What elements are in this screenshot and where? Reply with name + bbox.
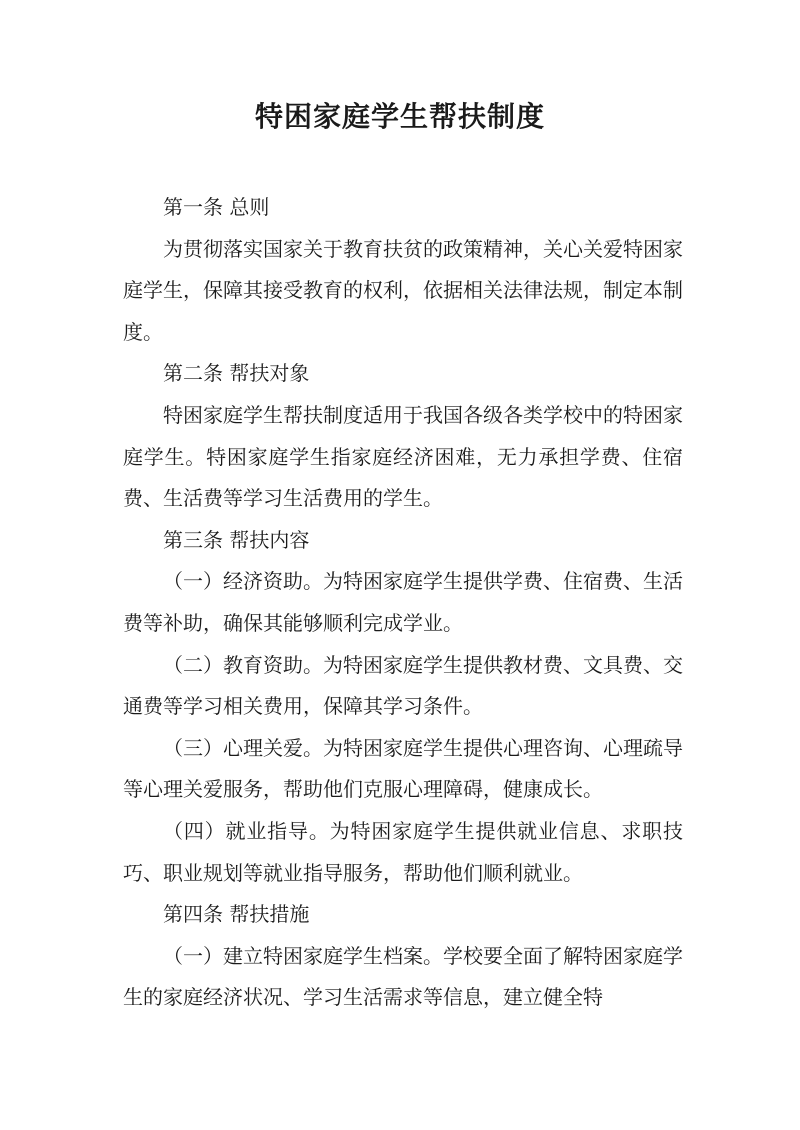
article-3-item-4: （四）就业指导。为特困家庭学生提供就业信息、求职技巧、职业规划等就业指导服务，帮助他们顺利就业。 (123, 818, 683, 885)
article-1-text: 为贯彻落实国家关于教育扶贫的政策精神，关心关爱特困家庭学生，保障其接受教育的权利，依据相关法律法规，制定本制度。 (123, 236, 683, 344)
article-4-item-1: （一）建立特困家庭学生档案。学校要全面了解特困家庭学生的家庭经济状况、学习生活需求等信息，建立健全特 (123, 943, 683, 1010)
article-2-heading: 第二条 帮扶对象 (163, 361, 310, 386)
document-body (123, 187, 683, 1019)
article-1-heading: 第一条 总则 (163, 195, 270, 219)
article-3-item-1: （一）经济资助。为特困家庭学生提供学费、住宿费、生活费等补助，确保其能够顺利完成学业。 (123, 569, 683, 635)
article-3-item-3: （三）心理关爱。为特困家庭学生提供心理咨询、心理疏导等心理关爱服务，帮助他们克服心理障碍，健康成长。 (123, 735, 683, 802)
article-4-heading: 第四条 帮扶措施 (163, 902, 310, 927)
article-3-item-2: （二）教育资助。为特困家庭学生提供教材费、文具费、交通费等学习相关费用，保障其学习条件。 (123, 652, 683, 719)
document-title: 特困家庭学生帮扶制度 (254, 100, 545, 133)
article-3-heading: 第三条 帮扶内容 (163, 527, 310, 552)
article-2-text: 特困家庭学生帮扶制度适用于我国各级各类学校中的特困家庭学生。特困家庭学生指家庭经济困难，无力承担学费、住宿费、生活费等学习生活费用的学生。 (123, 402, 683, 511)
